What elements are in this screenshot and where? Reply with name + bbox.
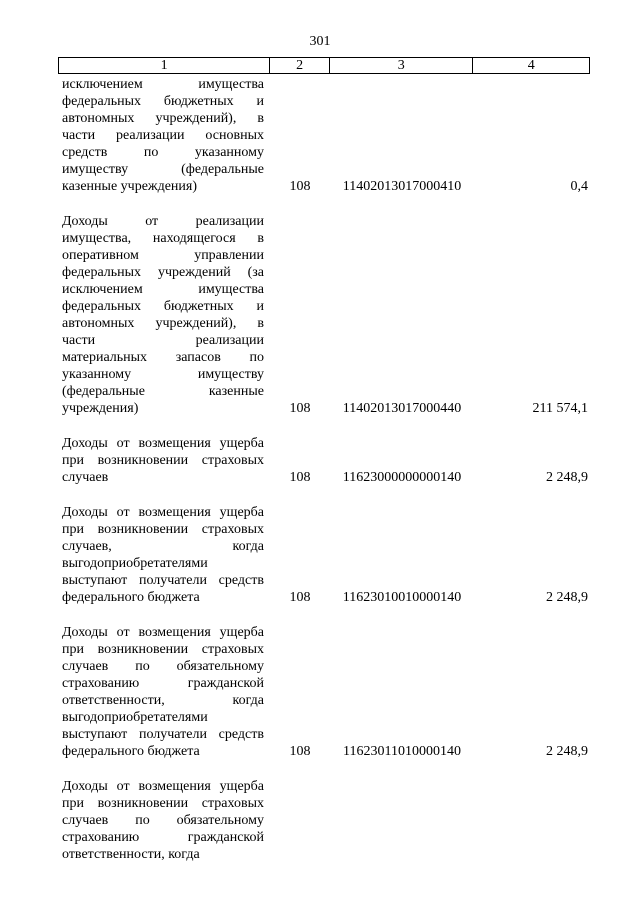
description-line: материальных запасов по — [62, 350, 264, 365]
income-description — [58, 213, 270, 417]
admin-code: 108 — [289, 590, 311, 605]
description-line: страхованию гражданской — [62, 676, 264, 691]
budget-classification-code: 11623000000000140 — [342, 470, 462, 485]
description-line: выступают получатели средств — [62, 727, 264, 742]
description-line: федерального бюджета — [62, 744, 200, 759]
description-line: Доходы от возмещения ущерба — [62, 625, 264, 640]
description-line: Доходы от реализации — [62, 214, 264, 229]
income-description — [58, 624, 270, 760]
description-line: исключением имущества — [62, 77, 264, 92]
description-line: Доходы от возмещения ущерба — [62, 436, 264, 451]
income-description — [58, 76, 270, 195]
income-description — [58, 504, 270, 606]
income-description — [58, 435, 270, 486]
description-line: случаев — [62, 470, 109, 485]
description-line: казенные учреждения) — [62, 179, 198, 194]
description-line: ответственности, когда — [62, 693, 264, 708]
description-line: выступают получатели средств — [62, 573, 264, 588]
description-line: исключением имущества — [62, 282, 264, 297]
page-number: 301 — [309, 34, 331, 49]
amount: 2 248,9 — [546, 590, 588, 605]
table-header — [58, 57, 590, 74]
table-row — [58, 213, 590, 417]
description-line: при возникновении страховых — [62, 453, 264, 468]
admin-code: 108 — [289, 744, 311, 759]
table-row — [58, 624, 590, 760]
description-line: выгодоприобретателями — [62, 556, 208, 571]
budget-classification-code: 11623011010000140 — [343, 744, 461, 759]
description-line: средств по указанному — [62, 145, 264, 160]
table-row — [58, 76, 590, 195]
description-line: части реализации — [62, 333, 264, 348]
description-line: (федеральные казенные — [62, 384, 264, 399]
description-line: автономных учреждений), в — [62, 316, 264, 331]
description-line: оперативном управлении — [62, 248, 264, 263]
description-line: случаев, когда — [62, 539, 264, 554]
description-line: имущества, находящегося в — [62, 231, 264, 246]
description-line: страхованию гражданской — [62, 830, 264, 845]
budget-classification-code: 11623010010000140 — [342, 590, 462, 605]
description-line: случаев по обязательному — [62, 659, 264, 674]
header-col-4: 4 — [527, 58, 535, 73]
budget-classification-code: 11402013017000440 — [342, 401, 462, 416]
table-row — [58, 504, 590, 606]
description-line: указанному имуществу — [62, 367, 264, 382]
header-col-1: 1 — [59, 58, 270, 73]
budget-classification-code: 11402013017000410 — [342, 179, 462, 194]
description-line: части реализации основных — [62, 128, 264, 143]
table-body — [58, 76, 590, 881]
description-line: федеральных бюджетных и — [62, 94, 264, 109]
description-line: автономных учреждений), в — [62, 111, 264, 126]
description-line: при возникновении страховых — [62, 642, 264, 657]
description-line: федерального бюджета — [62, 590, 200, 605]
income-description — [58, 778, 270, 863]
description-line: при возникновении страховых — [62, 522, 264, 537]
admin-code: 108 — [289, 179, 311, 194]
amount: 211 574,1 — [532, 401, 588, 416]
header-col-3: 3 — [330, 58, 473, 73]
description-line: Доходы от возмещения ущерба — [62, 779, 264, 794]
description-line: при возникновении страховых — [62, 796, 264, 811]
description-line: имуществу (федеральные — [62, 162, 264, 177]
amount: 2 248,9 — [546, 744, 588, 759]
description-line: федеральных учреждений (за — [62, 265, 264, 280]
description-line: федеральных бюджетных и — [62, 299, 264, 314]
admin-code: 108 — [289, 470, 311, 485]
description-line: ответственности, когда — [62, 847, 200, 862]
description-line: выгодоприобретателями — [62, 710, 208, 725]
header-col-2: 2 — [270, 58, 330, 73]
amount: 2 248,9 — [546, 470, 588, 485]
description-line: случаев по обязательному — [62, 813, 264, 828]
table-row — [58, 778, 590, 863]
description-line: Доходы от возмещения ущерба — [62, 505, 264, 520]
admin-code: 108 — [289, 401, 311, 416]
description-line: учреждения) — [62, 401, 139, 416]
table-row — [58, 435, 590, 486]
amount: 0,4 — [570, 179, 588, 194]
